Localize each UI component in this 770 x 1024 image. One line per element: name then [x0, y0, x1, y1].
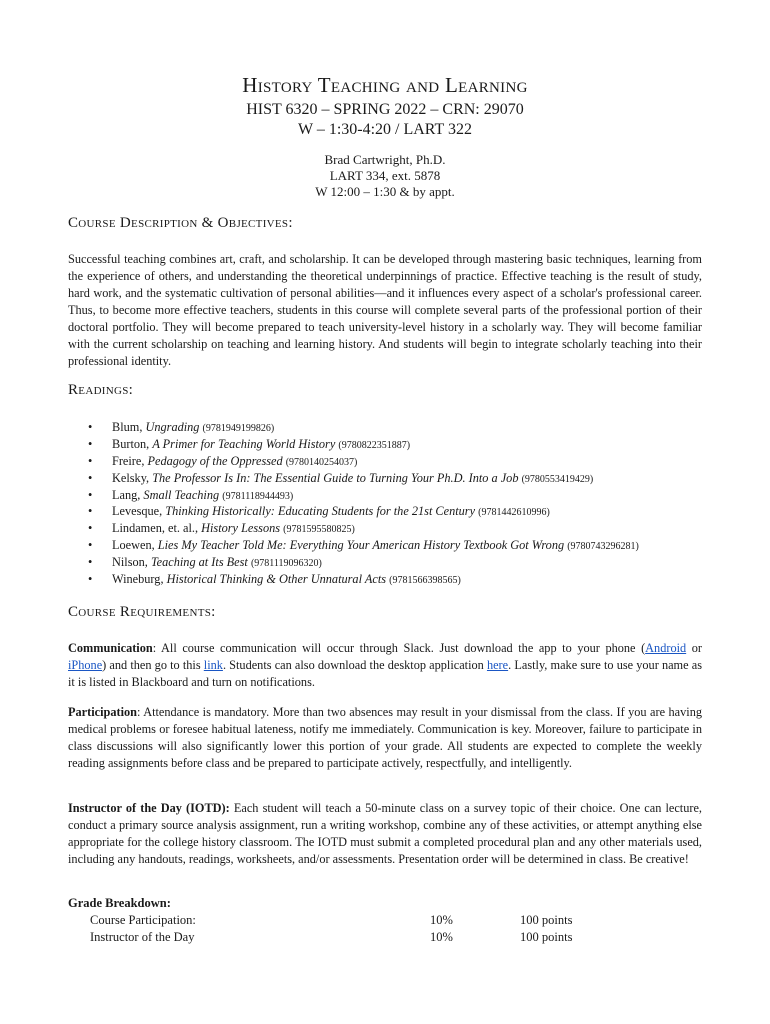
office-location: LART 334, ext. 5878	[329, 168, 441, 183]
requirements-heading: Course Requirements:	[68, 604, 216, 620]
reading-item: • Nilson, Teaching at Its Best (9781119096320)	[68, 554, 639, 571]
description-heading: Course Description & Objectives:	[68, 215, 293, 231]
reading-item: • Loewen, Lies My Teacher Told Me: Everything Your American History Textbook Got Wrong (9780743296281)	[68, 537, 639, 554]
grade-breakdown-heading: Grade Breakdown:	[68, 896, 171, 910]
readings-list	[68, 419, 639, 588]
reading-item: • Levesque, Thinking Historically: Educating Students for the 21st Century (9781442610996)	[68, 503, 639, 520]
grade-breakdown	[68, 895, 573, 944]
reading-item: • Freire, Pedagogy of the Oppressed (9780140254037)	[68, 453, 639, 470]
participation-paragraph: Participation: Attendance is mandatory. More than two absences may result in your dismissal from the class. If you are having medical problems or foresee habitual lateness, notify me immediately. Communication is key. Moreover, failure to participate in class discussions will also significantly lower this portion of your grade. All students are expected to complete the weekly reading assignments before class and be prepared to participate actively, respectfully, and intelligently.	[68, 705, 702, 770]
reading-item: • Wineburg, Historical Thinking & Other Unnatural Acts (9781566398565)	[68, 571, 639, 588]
readings-heading: Readings:	[68, 382, 134, 398]
communication-label: Communication	[68, 641, 153, 655]
reading-item: • Lindamen, et. al., History Lessons (9781595580825)	[68, 520, 639, 537]
description-text: Successful teaching combines art, craft, and scholarship. It can be developed through mastering basic techniques, learning from the experience of others, and understanding the theoretical underpinnings of practice. Effective teaching is the result of study, hard work, and the systematic cultivation of personal abilities—and it influences every aspect of a scholar's professional career. Thus, to become more effective teachers, students in this course will complete several parts of the professional portion of their doctoral portfolio. They will become prepared to teach university-level history in a scholarly way. They will become familiar with the current scholarship on teaching and learning history. And students will begin to integrate scholarly teaching into their professional identity.	[68, 252, 702, 368]
iotd-paragraph: Instructor of the Day (IOTD): Each student will teach a 50-minute class on a survey topic of their choice. One can lecture, conduct a primary source analysis assignment, run a writing workshop, combine any of these activities, or attempt anything else appropriate for the college history classroom. The IOTD must submit a completed procedural plan and any other materials used, including any handouts, readings, worksheets, and/or assessments. Presentation order will be determined in class. Be creative!	[68, 801, 702, 866]
reading-item: • Kelsky, The Professor Is In: The Essential Guide to Turning Your Ph.D. Into a Job (9780553419429)	[68, 470, 639, 487]
instructor-name: Brad Cartwright, Ph.D.	[324, 152, 446, 167]
grade-row: Course Participation: 10% 100 points	[90, 913, 573, 927]
course-line: HIST 6320 – SPRING 2022 – CRN: 29070	[246, 101, 524, 118]
reading-item: • Blum, Ungrading (9781949199826)	[68, 419, 639, 436]
document-title: History Teaching and Learning	[242, 73, 528, 97]
participation-label: Participation	[68, 705, 137, 719]
office-hours: W 12:00 – 1:30 & by appt.	[315, 184, 455, 199]
desktop-app-link[interactable]: here	[486, 658, 509, 672]
communication-paragraph: Communication: All course communication will occur through Slack. Just download the app to your phone (Android or iPhone) and then go to this link. Students can also download the desktop application here. Lastly, make sure to use your name as it is listed in Blackboard and turn on notifications.	[68, 641, 702, 689]
iphone-link[interactable]: iPhone	[68, 658, 103, 672]
grade-row: Instructor of the Day 10% 100 points	[90, 930, 573, 944]
reading-item: • Burton, A Primer for Teaching World History (9780822351887)	[68, 436, 639, 453]
iotd-label: Instructor of the Day (IOTD):	[68, 801, 230, 815]
reading-item: • Lang, Small Teaching (9781118944493)	[68, 487, 639, 504]
android-link[interactable]: Android	[645, 641, 687, 655]
slack-join-link[interactable]: link	[203, 658, 223, 672]
time-line: W – 1:30-4:20 / LART 322	[298, 121, 472, 138]
